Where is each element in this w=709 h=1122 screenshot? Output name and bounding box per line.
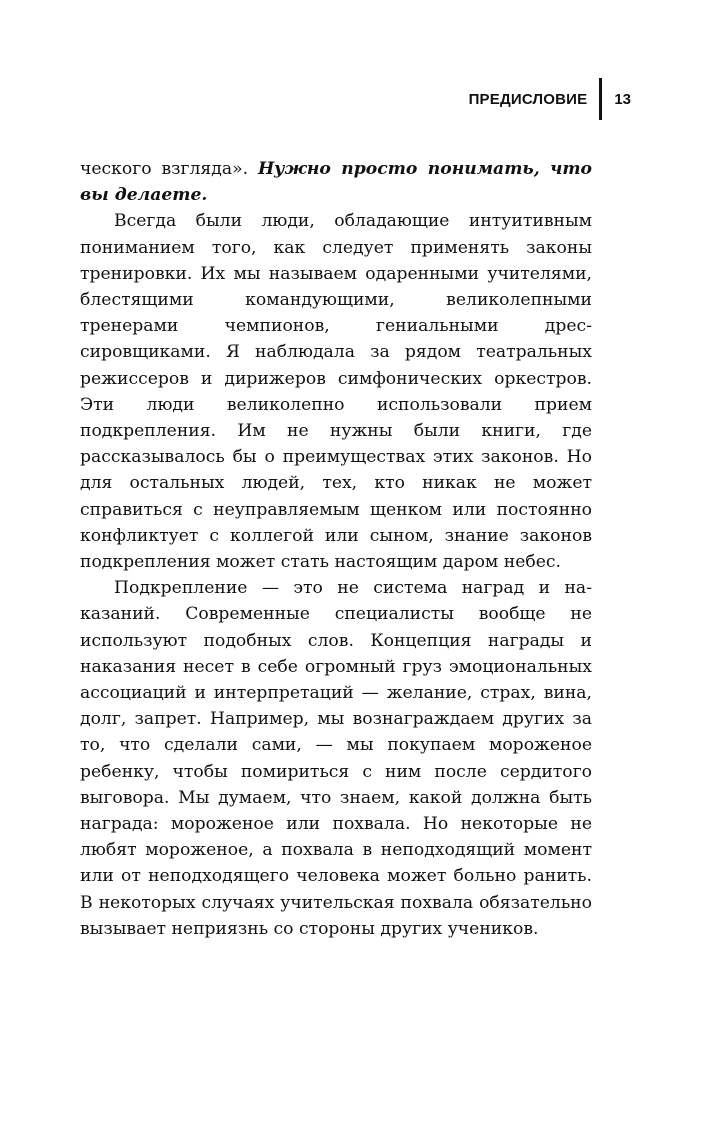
emphasized-text: Нужно просто понимать, что вы делаете. <box>80 159 593 206</box>
body-text <box>80 156 592 942</box>
paragraph-continuation <box>80 156 592 208</box>
page-number: 13 <box>614 90 631 108</box>
paragraph-intuitive-trainers: Всегда были люди, обладающие интуитивным пониманием того, как следует применять законы тренировки. Их мы называем одаренными учителями, блестящими командующими, великолепными тренерами чемпионов, гениальными дрессировщиками. Я наблюдала за рядом театральных режиссеров и дирижеров симфонических оркестров. Эти люди великолепно использовали прием подкрепления. Им не нужны были книги, где рассказывалось бы о преимуществах этих законов. Но для остальных людей, тех, кто никак не может справиться с неуправляемым щенком или постоянно конфликтует с коллегой или сыном, знание законов подкрепления может стать настоящим даром небес. <box>80 211 592 573</box>
running-header <box>469 78 631 120</box>
section-title: ПРЕДИСЛОВИЕ <box>468 90 588 108</box>
continuation-text: ческого взгляда». <box>80 159 258 179</box>
header-divider <box>599 78 602 120</box>
paragraph-reinforcement: Подкрепление — это не система наград и наказаний. Современные специалисты вообще не используют подобных слов. Концепция награды и наказания несет в себе огромный груз эмоциональных ассоциаций и интерпретаций — желание, страх, вина, долг, запрет. Например, мы вознаграждаем других за то, что сделали сами, — мы покупаем мороженое ребенку, чтобы помириться с ним после сердитого выговора. Мы думаем, что знаем, какой должна быть награда: мороженое или похвала. Но некоторые не любят мороженое, а похвала в неподходящий момент или от неподходящего человека может больно ранить. В некоторых случаях учительская похвала обязательно вызывает неприязнь со стороны других учеников. <box>80 578 592 939</box>
